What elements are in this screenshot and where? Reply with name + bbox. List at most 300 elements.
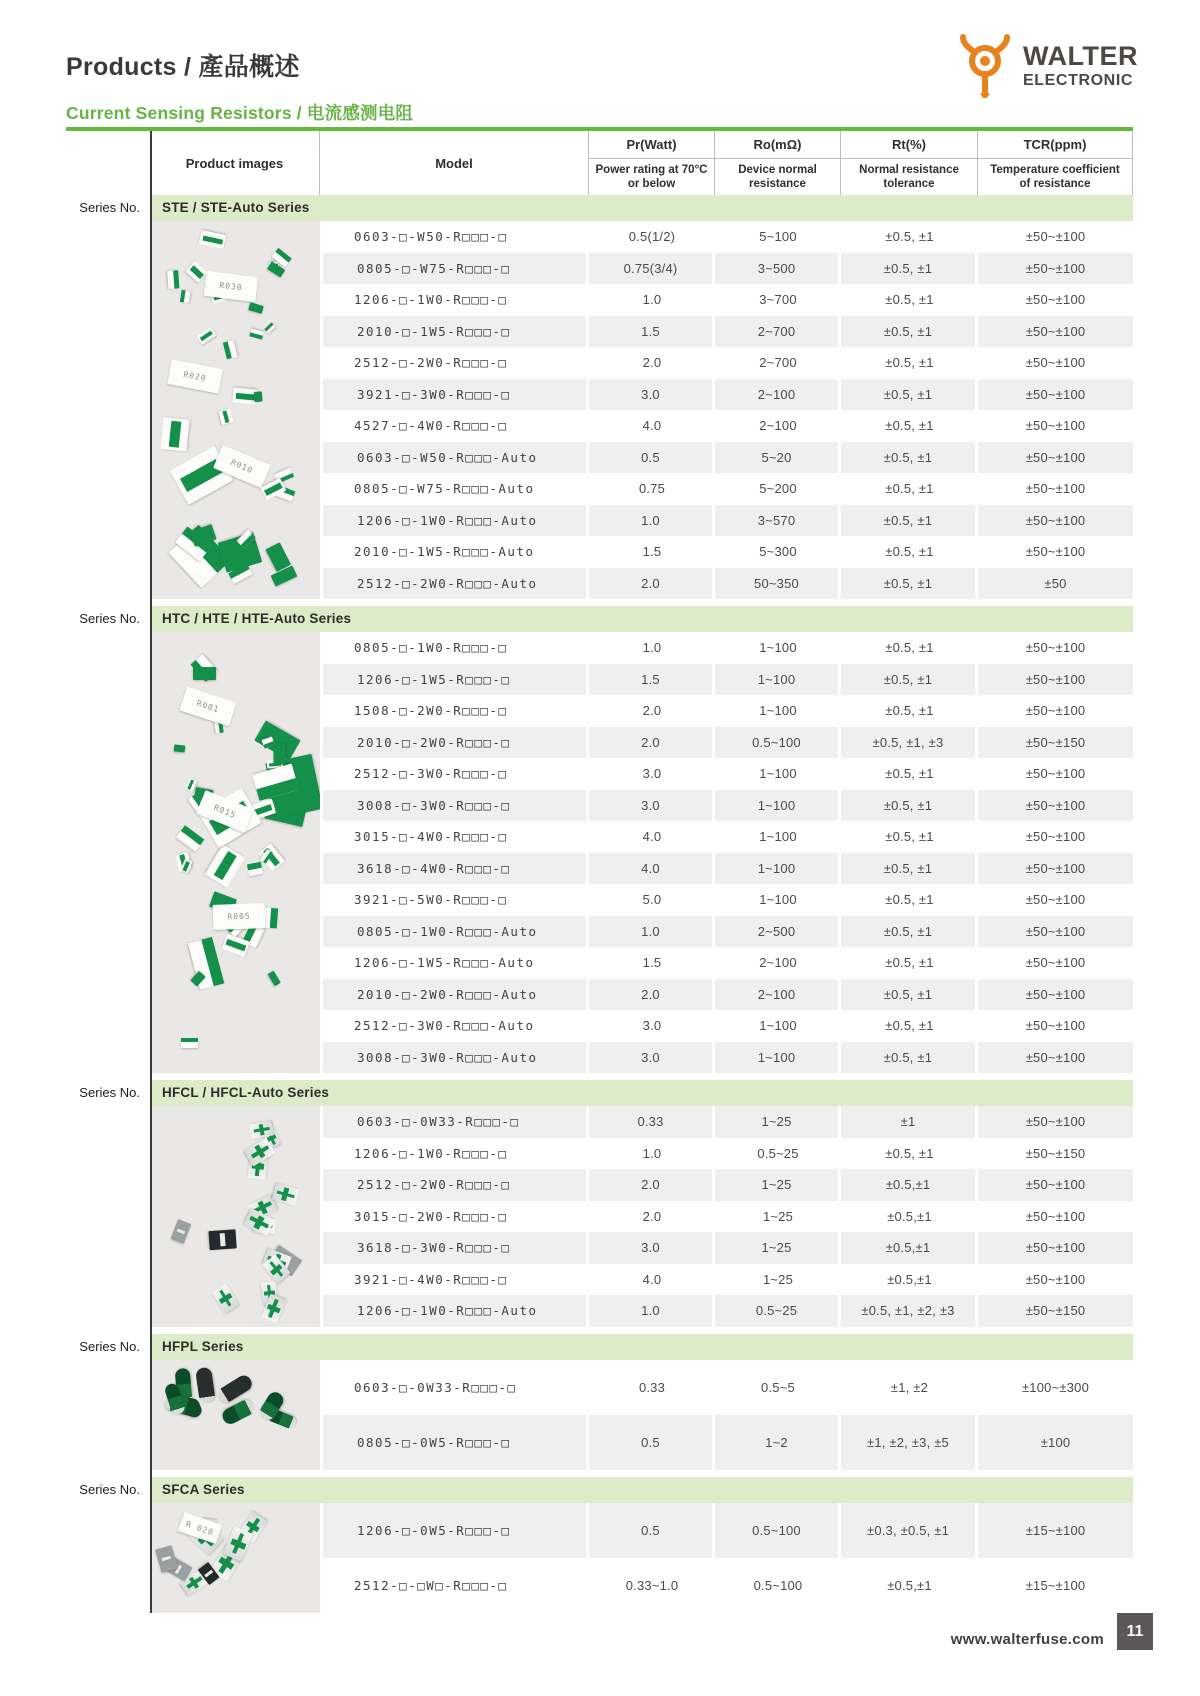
pr-watt-cell: 3.0 — [589, 1232, 715, 1264]
table-row — [320, 1415, 1133, 1470]
pr-watt-cell: 0.75(3/4) — [589, 253, 715, 285]
ro-cell: 2~100 — [715, 979, 841, 1011]
column-header-product-images: Product images — [150, 131, 320, 195]
model-cell: 0603-□-W50-R□□□-□ — [354, 229, 508, 245]
model-cell: 2010-□-2W0-R□□□-Auto — [320, 979, 589, 1011]
rt-cell: ±0.5,±1 — [887, 1577, 932, 1593]
gutter-spacer — [66, 131, 150, 195]
table-row — [320, 347, 1133, 379]
brand-name — [1023, 43, 1138, 89]
model-cell: 1206-□-1W0-R□□□-Auto — [320, 505, 589, 537]
pr-watt-cell: 5.0 — [642, 892, 662, 908]
ro-cell: 1~100 — [715, 853, 841, 885]
pr-watt-cell: 4.0 — [642, 829, 662, 845]
brand-line1: WALTER — [1023, 41, 1138, 71]
rt-cell: ±0.3, ±0.5, ±1 — [841, 1503, 978, 1558]
resistor-chip — [208, 1229, 237, 1250]
pr-watt-cell: 1.0 — [589, 505, 715, 537]
model-cell: 1206-□-0W5-R□□□-□ — [320, 1503, 589, 1558]
tcr-cell: ±50~±100 — [1025, 229, 1086, 245]
rt-cell: ±0.5, ±1 — [841, 790, 978, 822]
tcr-cell: ±50~±150 — [978, 727, 1133, 759]
pr-watt-cell: 1.0 — [589, 1295, 715, 1327]
table-row — [320, 253, 1133, 285]
column-header-model: Model — [320, 131, 589, 195]
pr-watt-cell: 1.0 — [642, 1145, 662, 1161]
pr-watt-cell: 3.0 — [589, 790, 715, 822]
pr-watt-cell: 4.0 — [642, 418, 662, 434]
series-title: HFPL Series — [162, 1338, 244, 1354]
model-cell: 3921-□-4W0-R□□□-□ — [354, 1271, 508, 1287]
model-cell: 2010-□-2W0-R□□□-□ — [320, 727, 589, 759]
series-rows — [320, 221, 1133, 599]
model-cell: 3015-□-4W0-R□□□-□ — [354, 829, 508, 845]
table-row — [320, 1010, 1133, 1042]
rt-cell: ±0.5, ±1, ±2, ±3 — [841, 1295, 978, 1327]
page-title: Products / 產品概述 — [66, 53, 300, 81]
resistor-chip — [193, 667, 216, 680]
series-band-row — [66, 195, 1133, 221]
table-row — [320, 473, 1133, 505]
table-row — [320, 568, 1133, 600]
table-row — [320, 536, 1133, 568]
pr-watt-cell: 0.5 — [589, 442, 715, 474]
pr-watt-cell: 0.33 — [589, 1106, 715, 1138]
tcr-cell: ±50~±100 — [1025, 1208, 1086, 1224]
tcr-cell: ±50~±100 — [978, 442, 1133, 474]
model-cell: 3015-□-2W0-R□□□-□ — [354, 1208, 508, 1224]
series-section — [66, 195, 1133, 599]
model-cell: 0603-□-0W33-R□□□-□ — [320, 1106, 589, 1138]
model-cell: 4527-□-4W0-R□□□-□ — [354, 418, 508, 434]
ro-cell: 5~200 — [759, 481, 797, 497]
rt-cell: ±0.5, ±1 — [841, 916, 978, 948]
resistor-chip — [166, 271, 179, 290]
pr-watt-cell: 2.0 — [589, 979, 715, 1011]
series-band-row — [66, 1477, 1133, 1503]
ro-cell: 3~700 — [759, 292, 797, 308]
table-row — [320, 947, 1133, 979]
model-cell: 3921-□-5W0-R□□□-□ — [354, 892, 508, 908]
ro-cell: 0.5~100 — [753, 1577, 803, 1593]
series-no-label: Series No. — [79, 200, 140, 215]
model-cell: 1206-□-1W0-R□□□-Auto — [320, 1295, 589, 1327]
ro-cell: 3~570 — [715, 505, 841, 537]
model-cell: 0603-□-W50-R□□□-Auto — [320, 442, 589, 474]
tcr-cell: ±50~±100 — [1025, 829, 1086, 845]
product-photo — [150, 1360, 320, 1470]
rt-cell: ±0.5,±1 — [841, 1169, 978, 1201]
resistor-chip — [264, 323, 275, 334]
table-row — [320, 1558, 1133, 1613]
table-row — [320, 1503, 1133, 1558]
ro-cell: 1~100 — [715, 1042, 841, 1074]
ro-cell: 1~25 — [715, 1232, 841, 1264]
product-photo — [150, 221, 320, 599]
model-cell: 0805-□-0W5-R□□□-□ — [320, 1415, 589, 1470]
series-title-band — [150, 1477, 1133, 1503]
pr-watt-cell: 2.0 — [642, 1208, 662, 1224]
ro-cell: 5~300 — [759, 544, 797, 560]
tcr-cell: ±50~±100 — [978, 853, 1133, 885]
table-row — [320, 727, 1133, 759]
tcr-cell: ±50~±100 — [978, 1169, 1133, 1201]
rt-cell: ±1 — [841, 1106, 978, 1138]
series-title: HFCL / HFCL-Auto Series — [162, 1085, 330, 1100]
pr-watt-cell: 4.0 — [642, 1271, 662, 1287]
model-cell: 1206-□-1W5-R□□□-□ — [320, 664, 589, 696]
pr-watt-cell: 4.0 — [589, 853, 715, 885]
table-row — [320, 442, 1133, 474]
resistor-chip — [197, 327, 217, 345]
brand-logo — [956, 34, 1138, 98]
page-number-badge: 11 — [1117, 1613, 1153, 1650]
tcr-cell: ±50~±150 — [1025, 1145, 1086, 1161]
tcr-cell: ±100~±300 — [1021, 1379, 1090, 1395]
tcr-cell: ±50~±100 — [978, 1232, 1133, 1264]
rt-cell: ±0.5, ±1 — [841, 505, 978, 537]
ro-cell: 1~100 — [715, 664, 841, 696]
column-header-pr-watt: Pr(Watt) Power rating at 70°C or below — [589, 131, 715, 195]
table-row — [320, 1169, 1133, 1201]
tcr-cell: ±50~±100 — [1025, 766, 1086, 782]
column-header-ro-mohm: Ro(mΩ) Device normal resistance — [715, 131, 841, 195]
resistor-chip — [199, 231, 226, 249]
model-cell: 1206-□-1W0-R□□□-□ — [354, 292, 508, 308]
rt-cell: ±0.5, ±1 — [885, 640, 934, 656]
rt-cell: ±0.5,±1 — [841, 1232, 978, 1264]
model-cell: 0603-□-0W33-R□□□-□ — [354, 1379, 517, 1395]
labeled-resistor-chip: R015 — [196, 790, 254, 833]
resistor-chip — [180, 289, 191, 302]
labeled-resistor-chip: R001 — [179, 686, 236, 726]
pr-watt-cell: 2.0 — [589, 727, 715, 759]
ro-cell: 2~700 — [715, 316, 841, 348]
ro-cell: 2~100 — [759, 418, 797, 434]
series-no-label: Series No. — [79, 1338, 140, 1354]
ro-cell: 0.5~100 — [715, 1503, 841, 1558]
resistor-chip — [249, 328, 264, 339]
pr-watt-cell: 1.5 — [589, 316, 715, 348]
ro-cell: 1~100 — [759, 640, 797, 656]
rt-cell: ±0.5, ±1 — [885, 544, 934, 560]
pr-watt-cell: 2.0 — [589, 1169, 715, 1201]
series-body — [150, 221, 1133, 599]
rt-cell: ±0.5, ±1 — [841, 442, 978, 474]
rt-cell: ±1, ±2 — [890, 1379, 929, 1395]
resistor-chip — [212, 1283, 239, 1313]
labeled-resistor-chip: R020 — [167, 359, 223, 393]
tcr-cell: ±50~±150 — [978, 1295, 1133, 1327]
tcr-cell: ±50~±100 — [1025, 703, 1086, 719]
table-left-border — [150, 131, 152, 1613]
tcr-cell: ±50~±100 — [978, 664, 1133, 696]
table-row — [320, 1295, 1133, 1327]
tcr-cell: ±50~±100 — [978, 316, 1133, 348]
model-cell: 2512-□-2W0-R□□□-Auto — [320, 568, 589, 600]
series-rows — [320, 1360, 1133, 1470]
ro-cell: 1~25 — [762, 1208, 794, 1224]
resistor-chip — [272, 1183, 300, 1206]
model-cell: 1508-□-2W0-R□□□-□ — [354, 703, 508, 719]
model-cell: 0805-□-1W0-R□□□-Auto — [320, 916, 589, 948]
series-body — [150, 1106, 1133, 1327]
series-band-row — [66, 606, 1133, 632]
rt-cell: ±0.5, ±1 — [841, 979, 978, 1011]
series-title-band — [150, 606, 1133, 632]
ro-cell: 1~100 — [759, 829, 797, 845]
series-section — [66, 1334, 1133, 1470]
tcr-cell: ±50~±100 — [978, 253, 1133, 285]
resistor-chip — [171, 1219, 192, 1244]
resistor-chip — [248, 302, 263, 313]
rt-cell: ±0.5, ±1 — [885, 355, 934, 371]
ro-cell: 2~500 — [715, 916, 841, 948]
model-cell: 2512-□-□W□-R□□□-□ — [354, 1577, 508, 1593]
table-row — [320, 979, 1133, 1011]
tcr-cell: ±50~±100 — [978, 916, 1133, 948]
resistor-chip — [274, 744, 286, 765]
rt-cell: ±0.5, ±1 — [885, 766, 934, 782]
table-row — [320, 790, 1133, 822]
ro-cell: 0.5~100 — [715, 727, 841, 759]
ro-cell: 1~25 — [715, 1106, 841, 1138]
rt-cell: ±0.5, ±1 — [885, 481, 934, 497]
model-cell: 3008-□-3W0-R□□□-□ — [320, 790, 589, 822]
resistor-chip — [271, 566, 298, 587]
pr-watt-cell: 0.33~1.0 — [625, 1577, 679, 1593]
model-cell: 0805-□-W75-R□□□-□ — [320, 253, 589, 285]
resistor-chip — [174, 744, 186, 752]
ro-cell: 1~25 — [715, 1169, 841, 1201]
model-cell: 3618-□-3W0-R□□□-□ — [320, 1232, 589, 1264]
rt-cell: ±0.5, ±1 — [885, 892, 934, 908]
labeled-resistor-chip: R030 — [204, 271, 259, 302]
series-title: SFCA Series — [162, 1481, 245, 1497]
resistor-chip — [176, 825, 205, 852]
model-cell: 2512-□-2W0-R□□□-□ — [320, 1169, 589, 1201]
table-row — [320, 664, 1133, 696]
ro-cell: 0.5~25 — [757, 1145, 799, 1161]
series-band-row — [66, 1334, 1133, 1360]
rt-cell: ±0.5, ±1 — [841, 568, 978, 600]
series-title: STE / STE-Auto Series — [162, 200, 310, 215]
product-photo — [150, 1503, 320, 1613]
series-title: HTC / HTE / HTE-Auto Series — [162, 611, 352, 626]
table-row — [320, 284, 1133, 316]
table-row — [320, 410, 1133, 442]
rt-cell: ±0.5, ±1 — [885, 955, 934, 971]
series-rows — [320, 632, 1133, 1073]
series-band-row — [66, 1080, 1133, 1106]
tcr-cell: ±50~±100 — [978, 979, 1133, 1011]
tcr-cell: ±50~±100 — [1025, 418, 1086, 434]
resistor-chip — [222, 340, 237, 359]
model-cell: 2010-□-1W5-R□□□-□ — [320, 316, 589, 348]
resistor-chip — [160, 417, 189, 452]
table-body — [66, 195, 1133, 1613]
model-cell: 1206-□-1W0-R□□□-□ — [354, 1145, 508, 1161]
pr-watt-cell: 3.0 — [642, 1018, 662, 1034]
tcr-cell: ±50~±100 — [978, 1106, 1133, 1138]
table-header — [66, 131, 1133, 195]
pr-watt-cell: 0.33 — [638, 1379, 666, 1395]
pr-watt-cell: 3.0 — [589, 379, 715, 411]
ro-cell: 2~100 — [759, 955, 797, 971]
tcr-cell: ±15~±100 — [978, 1503, 1133, 1558]
pr-watt-cell: 3.0 — [589, 1042, 715, 1074]
brand-line2: ELECTRONIC — [1023, 72, 1134, 89]
resistor-chip — [247, 862, 264, 877]
tcr-cell: ±50~±100 — [978, 790, 1133, 822]
model-cell: 1206-□-1W5-R□□□-Auto — [354, 955, 535, 971]
table-row — [320, 1042, 1133, 1074]
table-row — [320, 1360, 1133, 1415]
tcr-cell: ±50~±100 — [1025, 892, 1086, 908]
tcr-cell: ±50 — [978, 568, 1133, 600]
rt-cell: ±0.5, ±1 — [885, 1145, 934, 1161]
table-row — [320, 505, 1133, 537]
model-cell: 2512-□-3W0-R□□□-Auto — [354, 1018, 535, 1034]
series-body — [150, 632, 1133, 1073]
ro-cell: 2~700 — [759, 355, 797, 371]
pr-watt-cell: 1.5 — [642, 955, 662, 971]
resistor-chip — [195, 1367, 216, 1404]
column-header-tcr-ppm: TCR(ppm) Temperature coefficient of resistance — [978, 131, 1133, 195]
ro-cell: 1~2 — [715, 1415, 841, 1470]
series-no-label: Series No. — [79, 611, 140, 626]
pr-watt-cell: 2.0 — [642, 355, 662, 371]
rt-cell: ±0.5, ±1 — [841, 316, 978, 348]
series-title-band — [150, 1334, 1133, 1360]
tcr-cell: ±50~±100 — [978, 1042, 1133, 1074]
pr-watt-cell: 2.0 — [642, 703, 662, 719]
ro-cell: 0.5~25 — [715, 1295, 841, 1327]
ro-cell: 1~100 — [759, 703, 797, 719]
rt-cell: ±0.5, ±1 — [885, 229, 934, 245]
rt-cell: ±0.5, ±1 — [885, 292, 934, 308]
tcr-cell: ±50~±100 — [1025, 481, 1086, 497]
pr-watt-cell: 0.75 — [638, 481, 666, 497]
spec-table — [66, 131, 1133, 1613]
rt-cell: ±0.5,±1 — [887, 1208, 932, 1224]
table-row — [320, 1106, 1133, 1138]
pr-watt-cell: 1.5 — [642, 544, 662, 560]
table-row — [320, 884, 1133, 916]
ro-cell: 3~500 — [715, 253, 841, 285]
table-row — [320, 1232, 1133, 1264]
series-title-band — [150, 195, 1133, 221]
column-header-rt-percent: Rt(%) Normal resistance tolerance — [841, 131, 978, 195]
series-rows — [320, 1106, 1133, 1327]
pr-watt-cell: 0.5 — [589, 1503, 715, 1558]
labeled-resistor-chip: R005 — [213, 903, 266, 930]
series-body — [150, 1503, 1133, 1613]
pr-watt-cell: 1.5 — [589, 664, 715, 696]
resistor-chip — [186, 261, 208, 283]
rt-cell: ±0.5, ±1 — [841, 664, 978, 696]
rt-cell: ±0.5, ±1 — [841, 853, 978, 885]
ro-cell: 50~350 — [715, 568, 841, 600]
ro-cell: 5~20 — [715, 442, 841, 474]
series-section — [66, 1080, 1133, 1327]
table-row — [320, 316, 1133, 348]
ro-cell: 0.5~5 — [761, 1379, 795, 1395]
labeled-resistor-chip: R010 — [214, 445, 272, 488]
tcr-cell: ±50~±100 — [1025, 355, 1086, 371]
pr-watt-cell: 1.0 — [642, 292, 662, 308]
table-row — [320, 632, 1133, 664]
resistor-chip — [155, 1545, 177, 1573]
series-no-label: Series No. — [79, 1481, 140, 1497]
pr-watt-cell: 0.5(1/2) — [628, 229, 676, 245]
model-cell: 3008-□-3W0-R□□□-Auto — [320, 1042, 589, 1074]
model-cell: 0805-□-1W0-R□□□-□ — [354, 640, 508, 656]
ro-cell: 1~100 — [759, 1018, 797, 1034]
rt-cell: ±0.5, ±1 — [885, 418, 934, 434]
series-no-label: Series No. — [79, 1085, 140, 1100]
product-photo — [150, 632, 320, 1073]
pr-watt-cell: 0.5 — [589, 1415, 715, 1470]
pr-watt-cell: 1.0 — [642, 640, 662, 656]
tcr-cell: ±50~±100 — [978, 379, 1133, 411]
resistor-chip — [267, 971, 281, 987]
product-photo — [150, 1106, 320, 1327]
labeled-resistor-chip: R 020 — [178, 1512, 222, 1544]
resistor-chip — [250, 1120, 274, 1138]
model-cell: 3921-□-3W0-R□□□-□ — [320, 379, 589, 411]
table-row — [320, 821, 1133, 853]
rt-cell: ±0.5, ±1 — [841, 1042, 978, 1074]
rt-cell: ±1, ±2, ±3, ±5 — [841, 1415, 978, 1470]
series-section — [66, 1477, 1133, 1613]
tcr-cell: ±50~±100 — [1025, 544, 1086, 560]
rt-cell: ±0.5, ±1 — [885, 829, 934, 845]
table-row — [320, 379, 1133, 411]
walter-logo-icon — [956, 34, 1014, 98]
resistor-chip — [254, 391, 263, 402]
resistor-chip — [205, 845, 245, 888]
table-row — [320, 1138, 1133, 1170]
table-row — [320, 853, 1133, 885]
tcr-cell: ±50~±100 — [978, 505, 1133, 537]
tcr-cell: ±50~±100 — [1025, 292, 1086, 308]
series-title-band — [150, 1080, 1133, 1106]
rt-cell: ±0.5, ±1 — [841, 379, 978, 411]
model-cell: 2512-□-3W0-R□□□-□ — [354, 766, 508, 782]
tcr-cell: ±15~±100 — [1025, 1577, 1086, 1593]
pr-watt-cell: 3.0 — [642, 766, 662, 782]
ro-cell: 1~100 — [759, 766, 797, 782]
tcr-cell: ±50~±100 — [1025, 1271, 1086, 1287]
table-row — [320, 1201, 1133, 1233]
pr-watt-cell: 2.0 — [589, 568, 715, 600]
model-cell: 3618-□-4W0-R□□□-□ — [320, 853, 589, 885]
footer-website: www.walterfuse.com — [950, 1631, 1104, 1648]
table-row — [320, 758, 1133, 790]
table-row — [320, 221, 1133, 253]
resistor-chip — [181, 1038, 198, 1048]
series-section — [66, 606, 1133, 1073]
series-body — [150, 1360, 1133, 1470]
table-row — [320, 1264, 1133, 1296]
tcr-cell: ±50~±100 — [1025, 1018, 1086, 1034]
tcr-cell: ±50~±100 — [1025, 640, 1086, 656]
table-row — [320, 916, 1133, 948]
ro-cell: 5~100 — [759, 229, 797, 245]
rt-cell: ±0.5,±1 — [887, 1271, 932, 1287]
rt-cell: ±0.5, ±1, ±3 — [841, 727, 978, 759]
